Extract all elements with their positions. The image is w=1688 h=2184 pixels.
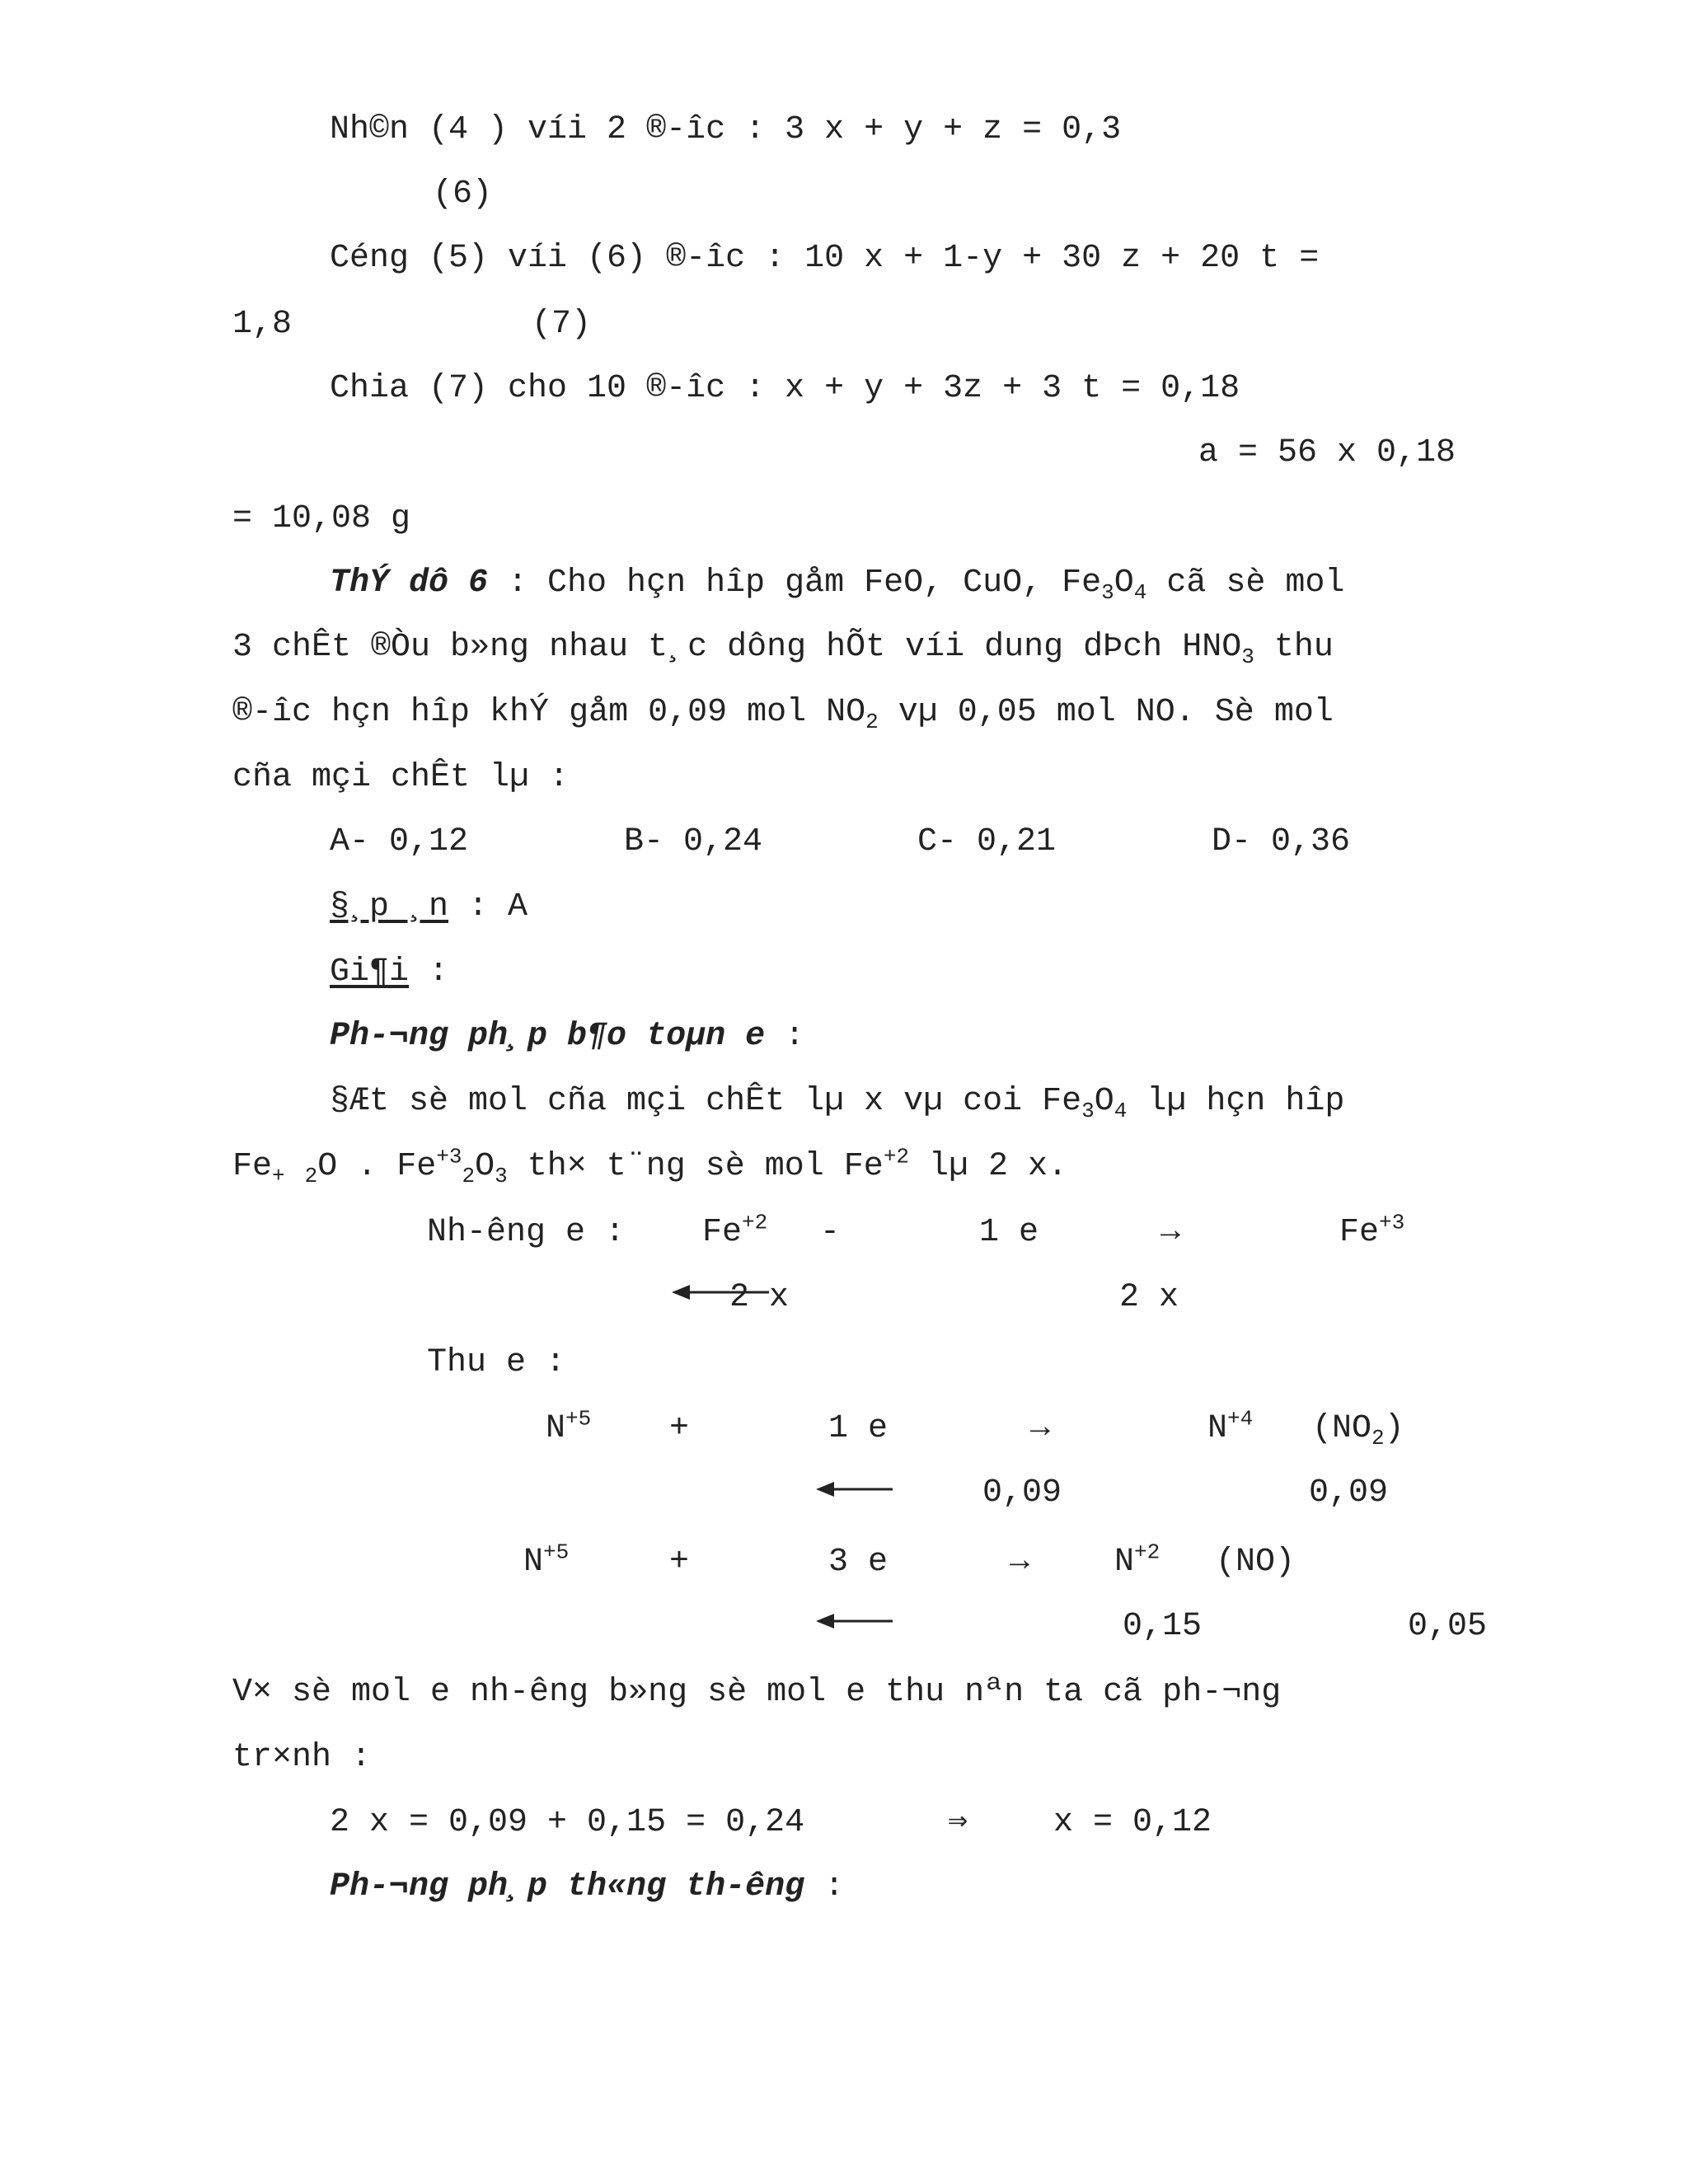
superscript: +5: [565, 1406, 592, 1432]
text-span: O . Fe: [317, 1148, 437, 1185]
equation-number: (7): [532, 306, 592, 343]
solution-heading: [330, 956, 448, 989]
text-line: 1,8: [232, 306, 293, 343]
text-span: 3 chÊt ®Òu b»ng nhau t¸c dông hÕt víi dung dÞch HNO: [232, 629, 1242, 666]
no2-label: [1312, 1410, 1404, 1451]
example-paragraph: [330, 565, 1345, 605]
text-span: [285, 1148, 305, 1185]
text-line: [232, 694, 1334, 734]
text-line: Chia (7) cho 10 ®-îc : x + y + 3z + 3 t = 0,18: [330, 370, 1240, 407]
n-plus4: [1207, 1406, 1254, 1447]
superscript: +3: [1379, 1210, 1405, 1235]
superscript: +5: [543, 1540, 570, 1565]
no-label: (NO): [1216, 1544, 1296, 1581]
superscript: +2: [883, 1144, 910, 1169]
result: x = 0,12: [1053, 1804, 1212, 1841]
value-015: 0,15: [1123, 1608, 1203, 1645]
text-line: = 10,08 g: [232, 500, 411, 537]
text-span: :: [804, 1868, 845, 1905]
text-span: ): [1384, 1410, 1404, 1447]
option-a: A- 0,12: [330, 823, 469, 860]
arrow-right-icon: →: [1010, 1544, 1030, 1581]
fe-plus3: [1339, 1210, 1405, 1251]
arrow-right-icon: →: [1030, 1410, 1051, 1447]
n-plus2: [1114, 1540, 1160, 1581]
text-span: Fe: [232, 1148, 273, 1185]
text-span: Fe: [702, 1214, 743, 1251]
method-heading: [330, 1020, 804, 1053]
value-2x: 2 x: [729, 1279, 790, 1316]
text-line: Céng (5) víi (6) ®-îc : 10 x + 1-y + 30 z + 20 t =: [330, 240, 1320, 277]
value-009: 0,09: [1309, 1474, 1389, 1511]
receive-label: Thu e :: [427, 1344, 566, 1381]
n-plus5: [523, 1540, 570, 1581]
text-span: :: [409, 954, 449, 991]
subscript: 2: [865, 710, 879, 734]
subscript: 3: [1241, 644, 1254, 669]
method-heading: [330, 1868, 845, 1905]
equation-number: (6): [433, 176, 493, 213]
subscript: 3: [1101, 580, 1114, 605]
example-title: ThÝ dô 6: [330, 565, 489, 602]
one-electron: 1 e: [979, 1214, 1039, 1251]
arrow-left-icon: [816, 1479, 894, 1503]
text-span: O: [1114, 565, 1134, 602]
text-span: §Æt sè mol cña mçi chÊt lµ x vµ coi Fe: [330, 1083, 1082, 1120]
give-label: Nh-êng e :: [427, 1214, 626, 1251]
value-009: 0,09: [982, 1474, 1062, 1511]
arrow-right-icon: →: [1160, 1214, 1181, 1251]
plus-sign: +: [669, 1410, 690, 1447]
three-electron: 3 e: [828, 1544, 889, 1581]
text-line: a = 56 x 0,18: [1198, 434, 1456, 471]
text-span: thu: [1254, 629, 1334, 666]
method-title: Ph-¬ng ph¸p b¶o toµn e: [330, 1018, 766, 1055]
implies-icon: ⇒: [948, 1804, 968, 1841]
text-line: tr×nh :: [232, 1739, 372, 1776]
option-d: D- 0,36: [1212, 823, 1351, 860]
text-span: N: [1207, 1410, 1228, 1447]
equation-line: 2 x = 0,09 + 0,15 = 0,24: [330, 1804, 805, 1841]
minus-sign: -: [820, 1214, 841, 1251]
text-span: lµ hçn hîp: [1127, 1083, 1345, 1120]
text-span: lµ 2 x.: [909, 1148, 1068, 1185]
one-electron: 1 e: [828, 1410, 889, 1447]
text-span: : Cho hçn hîp gåm FeO, CuO, Fe: [488, 565, 1102, 602]
text-line: Nh©n (4 ) víi 2 ®-îc : 3 x + y + z = 0,3: [330, 111, 1122, 148]
answer-value: : A: [448, 888, 528, 926]
text-span: cã sè mol: [1146, 565, 1345, 602]
text-span: th× t¨ng sè mol Fe: [507, 1148, 884, 1185]
superscript: +3: [436, 1144, 462, 1169]
arrow-left-icon: [816, 1610, 894, 1635]
text-span: ®-îc hçn hîp khÝ gåm 0,09 mol NO: [232, 694, 866, 731]
option-c: C- 0,21: [917, 823, 1057, 860]
text-span: :: [765, 1018, 805, 1055]
arrow-left-icon: [672, 1282, 771, 1306]
superscript: +2: [1134, 1540, 1160, 1565]
text-span: N: [546, 1410, 566, 1447]
subscript: 2: [1372, 1426, 1385, 1451]
plus-sign: +: [669, 1544, 690, 1581]
text-span: O: [475, 1148, 495, 1185]
n-plus5: [546, 1406, 592, 1447]
text-line: [232, 629, 1334, 669]
text-line: [232, 1144, 1068, 1188]
subscript: 3: [1081, 1099, 1095, 1123]
text-span: O: [1094, 1083, 1114, 1120]
value-2x: 2 x: [1119, 1279, 1179, 1316]
subscript: 3: [495, 1164, 508, 1188]
subscript: 4: [1114, 1099, 1128, 1123]
text-span: vµ 0,05 mol NO. Sè mol: [878, 694, 1334, 731]
text-line: [330, 1083, 1345, 1123]
subscript: +: [272, 1164, 285, 1188]
superscript: +4: [1227, 1406, 1254, 1432]
subscript: 2: [462, 1164, 476, 1188]
value-005: 0,05: [1408, 1608, 1488, 1645]
text-span: N: [523, 1544, 544, 1581]
answer-label: §¸p ¸n: [330, 888, 449, 926]
text-span: (NO: [1312, 1410, 1372, 1447]
fe-plus2: [702, 1210, 768, 1251]
text-line: cña mçi chÊt lµ :: [232, 759, 570, 796]
subscript: 4: [1133, 580, 1147, 605]
text-line: V× sè mol e nh-êng b»ng sè mol e thu nªn ta cã ph-¬ng: [232, 1674, 1282, 1711]
text-span: Fe: [1339, 1214, 1380, 1251]
solution-label: Gi¶i: [330, 954, 410, 991]
method-title: Ph-¬ng ph¸p th«ng th-êng: [330, 1868, 805, 1905]
text-span: N: [1114, 1544, 1135, 1581]
answer-line: [330, 888, 528, 926]
superscript: +2: [742, 1210, 768, 1235]
option-b: B- 0,24: [624, 823, 763, 860]
subscript: 2: [304, 1164, 318, 1188]
